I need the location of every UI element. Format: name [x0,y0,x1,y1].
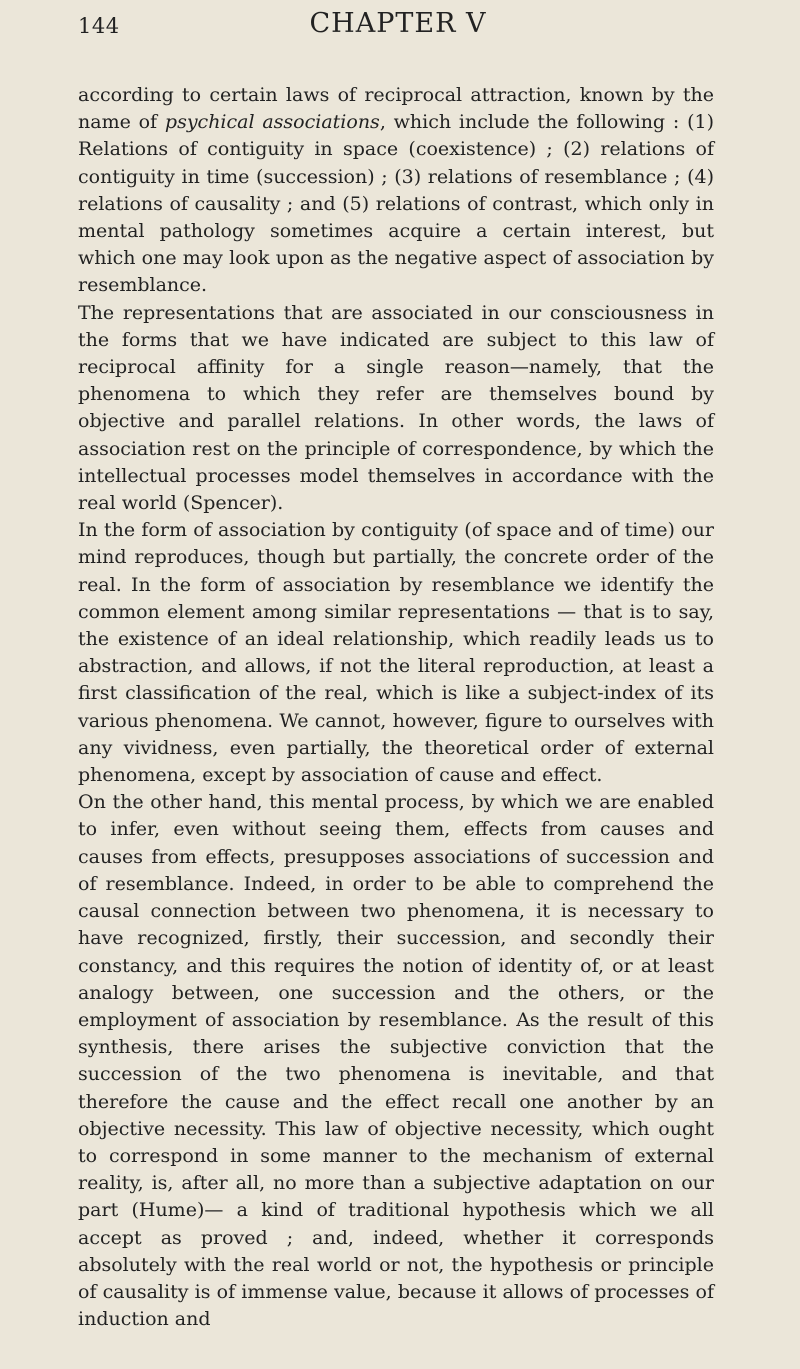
paragraph-3: In the form of association by contiguity (of space and of time) our mind reproduces, though but partially, the concrete order of the real. In the form of association by resemblance we identify the common element among similar representations — that is to say, the existence of an ideal relationship, which readily leads us to abstraction, and allows, if not the literal reproduction, at least a first classification of the real, which is like a subject-index of its various phenomena. We cannot, however, figure to ourselves with any vividness, even partially, the theoretical order of external phenomena, except by association of cause and effect. [78,519,714,787]
paragraph-2: The representations that are associated in our consciousness in the forms that we have indicated are subject to this law of reciprocal affinity for a single reason—namely, that the phenomena to which they refer are themselves bound by objective and parallel relations. In other words, the laws of association rest on the principle of correspondence, by which the intellectual processes model themselves in accordance with the real world (Spencer). [78,301,714,515]
paragraph-4: On the other hand, this mental process, by which we are enabled to infer, even without seeing them, effects from causes and causes from effects, presupposes associations of succession and of resemblance. Indeed, in order to be able to comprehend the causal connection between two phenomena, it is necessary to have recognized, firstly, their succession, and secondly their constancy, and this requires the notion of identity of, or at least analogy between, one succession and the others, or the employment of association by resemblance. As the result of this synthesis, there arises the subjective conviction that the succession of the two phenomena is inevitable, and that therefore the cause and the effect recall one another by an objective necessity. This law of objective necessity, which ought to correspond in some manner to the mechanism of external reality, is, after all, no more than a subjective adaptation on our part (Hume)— a kind of traditional hypothesis which we all accept as proved ; and, indeed, whether it corresponds absolutely with the real world or not, the hypothesis or principle of causality is of immense value, because it allows of processes of induction and [78,791,714,1331]
page-number: 144 [78,14,120,38]
page-header [78,6,718,46]
paragraph-1-start: according to certain laws of reciprocal attraction, known by the name of [78,84,714,134]
running-head: CHAPTER V [309,8,487,39]
paragraph-1 [78,82,714,300]
body-text [78,82,714,1333]
italic-term: psychical associations [164,111,380,134]
paragraph-1-rest: , which include the following : (1) Relations of contiguity in space (coexistence) ; (2) relations of contiguity in time (succession) ; (3) relations of resemblance ; (4) relations of causality ; and (5) relations of contrast, which only in mental pathology sometimes acquire a certain interest, but which one may look upon as the negative aspect of association by resemblance. [78,111,715,297]
